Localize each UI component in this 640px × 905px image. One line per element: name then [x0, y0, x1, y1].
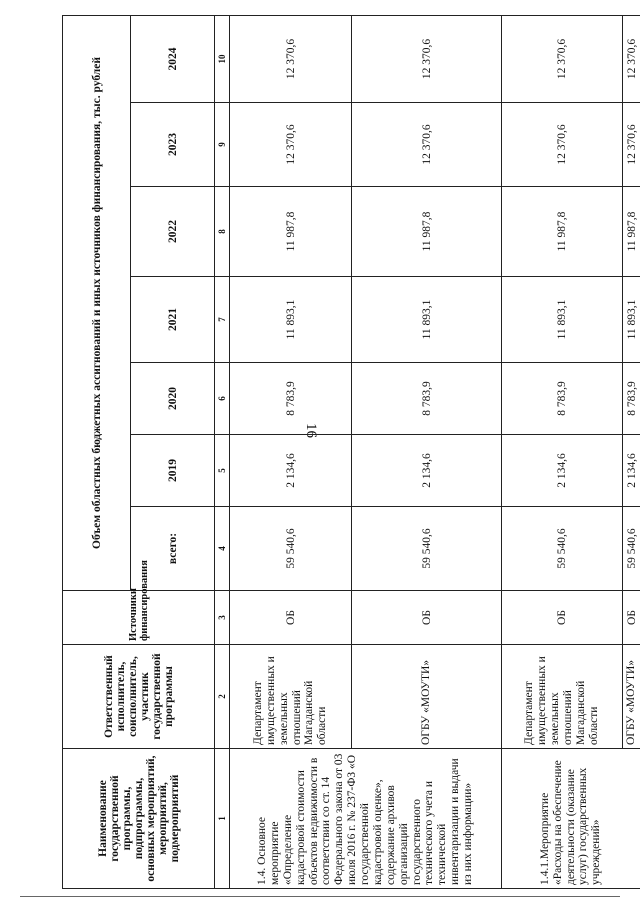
value-2022: 11 987,8 — [352, 187, 502, 277]
page-number: 16 — [303, 423, 319, 438]
page-bottom-divider — [20, 896, 620, 897]
col-number: 4 — [215, 507, 230, 591]
value-2024: 12 370,6 — [230, 15, 352, 102]
value-total: 59 540,6 — [352, 507, 502, 591]
value-2021: 11 893,1 — [502, 277, 623, 363]
value-2020: 8 783,9 — [502, 363, 623, 435]
value-2021: 11 893,1 — [230, 277, 352, 363]
table-row — [230, 15, 352, 888]
value-2020: 8 783,9 — [230, 363, 352, 435]
value-total: 59 540,6 — [623, 507, 640, 591]
header-year-2019: 2019 — [131, 435, 215, 507]
value-2019: 2 134,6 — [352, 435, 502, 507]
col-number: 9 — [215, 103, 230, 187]
value-2020: 8 783,9 — [623, 363, 640, 435]
header-year-2023: 2023 — [131, 103, 215, 187]
value-2024: 12 370,6 — [352, 15, 502, 102]
value-2024: 12 370,6 — [623, 15, 640, 102]
col-number: 10 — [215, 15, 230, 102]
col-number: 8 — [215, 187, 230, 277]
value-2024: 12 370,6 — [502, 15, 623, 102]
value-2022: 11 987,8 — [230, 187, 352, 277]
header-name: Наименование государственной программы, подпрограммы, основных мероприятий, мероприятий, подмероприятий — [63, 749, 215, 889]
value-2021: 11 893,1 — [623, 277, 640, 363]
header-year-2020: 2020 — [131, 363, 215, 435]
col-number: 2 — [215, 645, 230, 749]
value-total: 59 540,6 — [502, 507, 623, 591]
col-number: 6 — [215, 363, 230, 435]
row-source: ОБ — [352, 591, 502, 645]
row-source: ОБ — [623, 591, 640, 645]
row-responsible: ОГБУ «МОУТИ» — [352, 645, 502, 749]
header-source: Источники финансирования — [63, 591, 215, 645]
header-year-2022: 2022 — [131, 187, 215, 277]
col-number: 7 — [215, 277, 230, 363]
header-responsible: Ответственный исполнитель, соисполнитель, участник государственной программы — [63, 645, 215, 749]
value-2023: 12 370,6 — [352, 103, 502, 187]
value-2019: 2 134,6 — [502, 435, 623, 507]
header-year-total: всего: — [131, 507, 215, 591]
value-2022: 11 987,8 — [623, 187, 640, 277]
row-responsible: Департамент имущественных и земельных отношений Магаданской области — [230, 645, 352, 749]
row-source: ОБ — [230, 591, 352, 645]
header-year-2021: 2021 — [131, 277, 215, 363]
value-2019: 2 134,6 — [623, 435, 640, 507]
col-number: 1 — [215, 749, 230, 889]
value-total: 59 540,6 — [230, 507, 352, 591]
header-volume: Объем областных бюджетных ассигнований и иных источников финансирования, тыс. рублей — [63, 15, 131, 590]
value-2023: 12 370,6 — [502, 103, 623, 187]
value-2022: 11 987,8 — [502, 187, 623, 277]
value-2021: 11 893,1 — [352, 277, 502, 363]
value-2023: 12 370,6 — [623, 103, 640, 187]
value-2023: 12 370,6 — [230, 103, 352, 187]
row-source: ОБ — [502, 591, 623, 645]
col-number: 5 — [215, 435, 230, 507]
col-number: 3 — [215, 591, 230, 645]
rotated-table-wrapper — [62, 16, 638, 889]
row-responsible: ОГБУ «МОУТИ» — [623, 645, 640, 749]
row-name: 1.4. Основное мероприятие «Определение кадастровой стоимости объектов недвижимости в соответствии со ст. 14 Федерального закона от 03 июля 2016 г. № 237-ФЗ «О государственной кадастровой оценке», содержание архивов организаций государственного технического учета и технической инвентаризации и выдачи из них информации» — [230, 749, 502, 889]
value-2019: 2 134,6 — [230, 435, 352, 507]
row-name: 1.4.1.Мероприятие «Расходы на обеспечение деятельности (оказание услуг) государственных учреждений» — [502, 749, 640, 889]
value-2020: 8 783,9 — [352, 363, 502, 435]
table-row — [502, 15, 623, 888]
funding-table — [62, 15, 640, 889]
header-year-2024: 2024 — [131, 15, 215, 102]
column-number-row — [215, 15, 230, 888]
row-responsible: Департамент имущественных и земельных отношений Магаданской области — [502, 645, 623, 749]
